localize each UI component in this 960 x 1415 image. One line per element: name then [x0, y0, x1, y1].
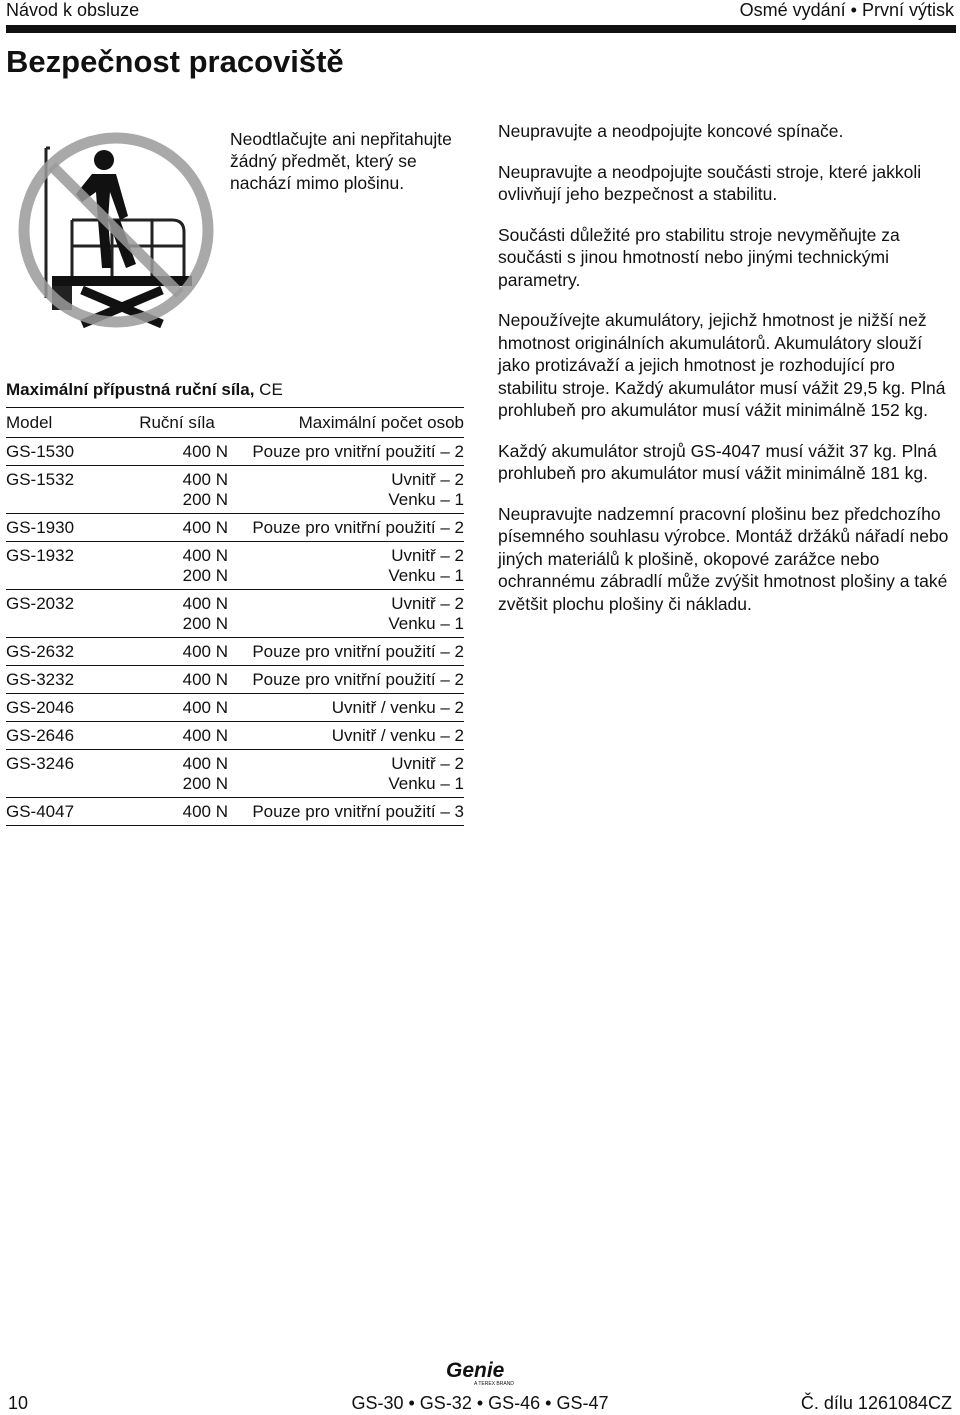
occupants-value: Uvnitř – 2: [391, 594, 464, 613]
table-caption-normal: CE: [254, 380, 283, 399]
cell-manual-force: [126, 698, 228, 718]
cell-model: GS-1932: [6, 546, 75, 565]
table-row: [6, 750, 464, 798]
cell-manual-force: [126, 726, 228, 746]
table-body: [6, 438, 464, 826]
force-value: 400 N: [182, 802, 228, 821]
occupants-value: Venku – 1: [388, 774, 464, 793]
occupants-value: Pouze pro vnitřní použití – 2: [252, 670, 464, 689]
occupants-value: Uvnitř – 2: [391, 546, 464, 565]
cell-manual-force: [126, 802, 228, 822]
genie-logo: [444, 1357, 516, 1387]
occupants-value: Uvnitř – 2: [391, 470, 464, 489]
cell-manual-force: [126, 470, 228, 510]
footer-models: GS-30 • GS-32 • GS-46 • GS-47: [351, 1393, 609, 1413]
force-value: 400 N: [182, 642, 228, 661]
occupants-value: Venku – 1: [388, 566, 464, 585]
occupants-value: Venku – 1: [388, 490, 464, 509]
header-manual-force: Ruční síla: [139, 413, 215, 432]
table-row: [6, 694, 464, 722]
warning-text: Neodtlačujte ani nepřitahujte žádný předmět, který se nachází mimo plošinu.: [230, 129, 452, 193]
safety-paragraph: Nepoužívejte akumulátory, jejichž hmotnost je nižší než hmotnost originálních akumulátorů. Akumulátory slouží jako protizávaží a jejich hmotnost je rozhodující pro stabilitu stroje. Každý akumulátor musí vážit 29,5 kg. Plná prohlubeň pro akumulátor musí vážit minimálně 152 kg.: [498, 310, 946, 420]
table-row: [6, 542, 464, 590]
cell-max-occupants: [228, 754, 464, 794]
force-value: 200 N: [182, 774, 228, 793]
page-number: 10: [8, 1393, 29, 1413]
cell-max-occupants: [228, 470, 464, 510]
cell-manual-force: [126, 594, 228, 634]
force-value: 200 N: [182, 490, 228, 509]
occupants-value: Uvnitř / venku – 2: [331, 726, 464, 745]
occupants-value: Pouze pro vnitřní použití – 2: [252, 442, 464, 461]
cell-max-occupants: [228, 670, 464, 690]
header-left: Návod k obsluze: [6, 0, 140, 20]
table-row: [6, 798, 464, 826]
cell-manual-force: [126, 442, 228, 462]
table-header: [6, 408, 464, 438]
cell-model: GS-1930: [6, 518, 75, 537]
table-row: [6, 638, 464, 666]
cell-model: GS-3246: [6, 754, 75, 773]
right-column-text: [498, 120, 953, 633]
occupants-value: Uvnitř / venku – 2: [331, 698, 464, 717]
occupants-value: Pouze pro vnitřní použití – 3: [252, 802, 464, 821]
page-title: Bezpečnost pracoviště: [6, 44, 344, 79]
cell-manual-force: [126, 670, 228, 690]
safety-paragraph: Neupravujte nadzemní pracovní plošinu bez předchozího písemného souhlasu výrobce. Montáž držáků nářadí nebo jiných materiálů k plošině, okopové zarážce nebo ochrannému zábradlí může zvýšit hmotnost plošiny a také zvětšit plochu plošiny či nákladu.: [498, 503, 949, 614]
occupants-value: Uvnitř – 2: [391, 754, 464, 773]
occupants-value: Pouze pro vnitřní použití – 2: [252, 518, 464, 537]
header-max-occupants: Maximální počet osob: [298, 413, 464, 432]
force-value: 400 N: [182, 594, 228, 613]
table-row: [6, 666, 464, 694]
cell-model: GS-2646: [6, 726, 75, 745]
cell-max-occupants: [228, 642, 464, 662]
force-value: 400 N: [182, 698, 228, 717]
cell-model: GS-2032: [6, 594, 75, 613]
no-pushing-outside-platform-illustration: [12, 128, 220, 333]
logo-tagline: A TEREX BRAND: [474, 1381, 514, 1387]
header-model: Model: [6, 413, 53, 432]
cell-max-occupants: [228, 518, 464, 538]
table-row: [6, 514, 464, 542]
cell-max-occupants: [228, 726, 464, 746]
cell-model: GS-3232: [6, 670, 75, 689]
cell-manual-force: [126, 546, 228, 586]
header-rule: [6, 25, 956, 33]
safety-paragraph: Neupravujte a neodpojujte součásti stroje, které jakkoli ovlivňují jeho bezpečnost a stabilitu.: [498, 161, 922, 204]
cell-model: GS-1530: [6, 442, 75, 461]
table-row: [6, 438, 464, 466]
force-value: 400 N: [182, 470, 228, 489]
force-value: 400 N: [182, 726, 228, 745]
logo-brand: Genie: [446, 1359, 505, 1382]
header-right: Osmé vydání • První výtisk: [739, 0, 954, 20]
force-value: 200 N: [182, 566, 228, 585]
cell-max-occupants: [228, 802, 464, 822]
table-row: [6, 722, 464, 750]
force-value: 400 N: [182, 518, 228, 537]
cell-model: GS-2632: [6, 642, 75, 661]
cell-max-occupants: [228, 442, 464, 462]
table-row: [6, 590, 464, 638]
force-value: 400 N: [182, 754, 228, 773]
safety-paragraph: Neupravujte a neodpojujte koncové spínače.: [498, 121, 844, 141]
table-caption: [6, 377, 464, 408]
table-row: [6, 466, 464, 514]
force-value: 400 N: [182, 546, 228, 565]
cell-model: GS-4047: [6, 802, 75, 821]
cell-max-occupants: [228, 594, 464, 634]
cell-manual-force: [126, 518, 228, 538]
safety-paragraph: Každý akumulátor strojů GS-4047 musí vážit 37 kg. Plná prohlubeň pro akumulátor musí vážit minimálně 181 kg.: [498, 440, 937, 483]
occupants-value: Venku – 1: [388, 614, 464, 633]
max-manual-force-table: [6, 377, 464, 826]
cell-max-occupants: [228, 546, 464, 586]
safety-paragraph: Součásti důležité pro stabilitu stroje nevyměňujte za součásti s jinou hmotností nebo jinými technickými parametry.: [498, 224, 900, 290]
cell-manual-force: [126, 642, 228, 662]
cell-model: GS-1532: [6, 470, 75, 489]
cell-manual-force: [126, 754, 228, 794]
cell-model: GS-2046: [6, 698, 75, 717]
table-caption-bold: Maximální přípustná ruční síla,: [6, 380, 255, 399]
part-number: Č. dílu 1261084CZ: [800, 1393, 952, 1413]
occupants-value: Pouze pro vnitřní použití – 2: [252, 642, 464, 661]
force-value: 400 N: [182, 670, 228, 689]
cell-max-occupants: [228, 698, 464, 718]
force-value: 400 N: [182, 442, 228, 461]
force-value: 200 N: [182, 614, 228, 633]
